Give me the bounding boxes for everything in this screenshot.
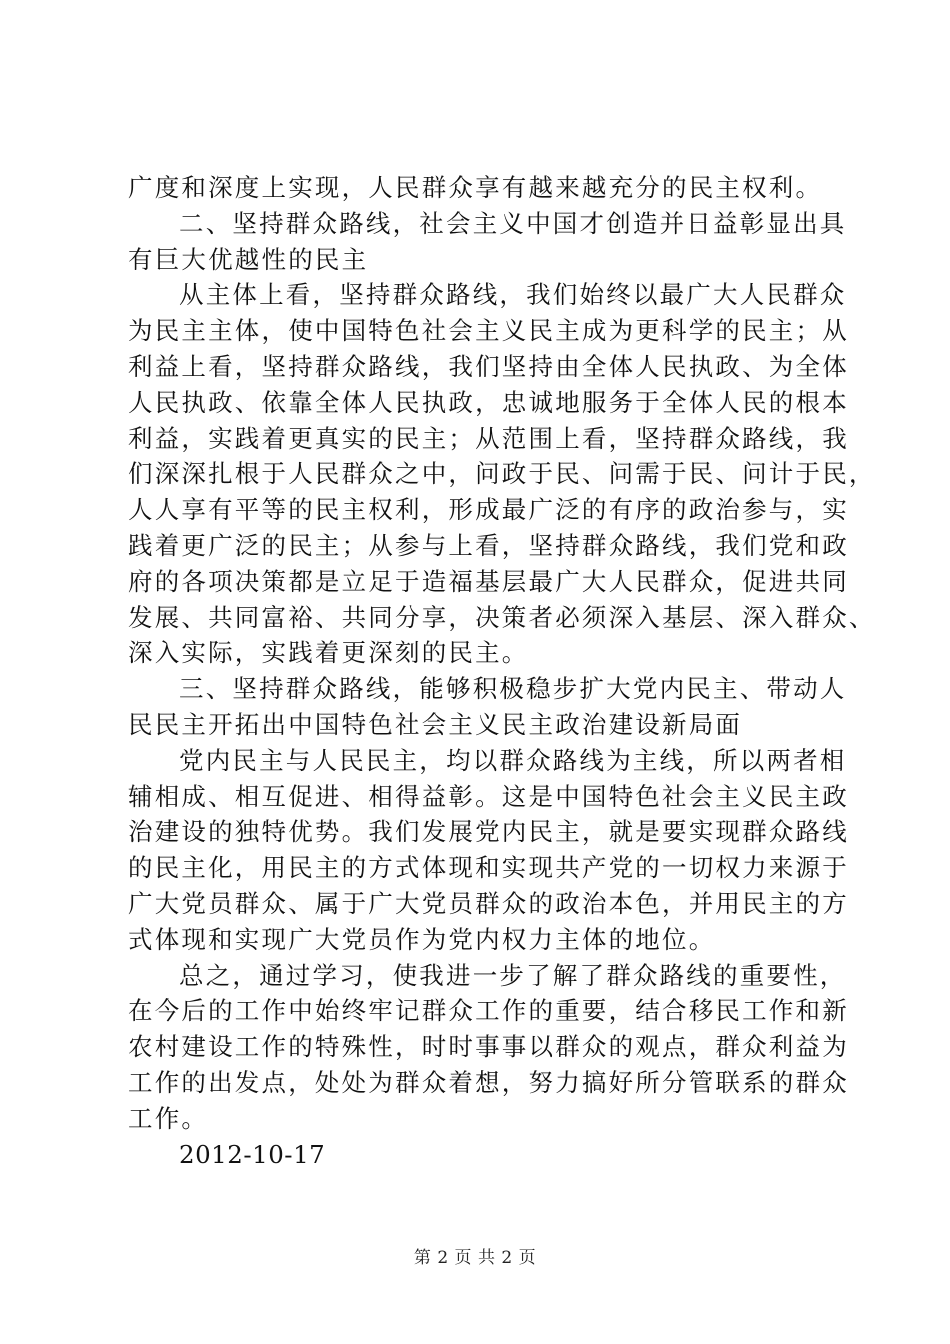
text-line: 辅相成、相互促进、相得益彰。这是中国特色社会主义民主政: [128, 781, 849, 811]
text-line: 广大党员群众、属于广大党员群众的政治本色，并用民主的方: [128, 888, 849, 918]
text-line: 广度和深度上实现，人民群众享有越来越充分的民主权利。: [128, 173, 823, 202]
text-line: 们深深扎根于人民群众之中，问政于民、问需于民、问计于民，: [128, 459, 876, 489]
text-line: 工作。: [128, 1103, 209, 1133]
paragraph-lines: [128, 170, 876, 1137]
text-line: 从主体上看，坚持群众路线，我们始终以最广大人民群众: [179, 280, 847, 310]
text-line: 为民主主体，使中国特色社会主义民主成为更科学的民主；从: [128, 316, 849, 346]
text-line: 二、坚持群众路线，社会主义中国才创造并日益彰显出具: [179, 208, 847, 238]
text-line: 发展、共同富裕、共同分享，决策者必须深入基层、深入群众、: [128, 602, 876, 632]
text-line: 三、坚持群众路线，能够积极稳步扩大党内民主、带动人: [179, 674, 847, 704]
text-line: 践着更广泛的民主；从参与上看，坚持群众路线，我们党和政: [128, 530, 849, 560]
text-line: 有巨大优越性的民主: [128, 244, 369, 274]
text-line: 利益，实践着更真实的民主；从范围上看，坚持群众路线，我: [128, 423, 849, 453]
text-line: 民民主开拓出中国特色社会主义民主政治建设新局面: [128, 709, 743, 739]
document-date: 2012-10-17: [179, 1139, 326, 1169]
text-line: 人民执政、依靠全体人民执政，忠诚地服务于全体人民的根本: [128, 387, 849, 417]
document-body: [128, 170, 876, 1172]
text-line: 总之，通过学习，使我进一步了解了群众路线的重要性，: [179, 960, 847, 990]
text-line: 人人享有平等的民主权利，形成最广泛的有序的政治参与，实: [128, 495, 849, 525]
text-line: 农村建设工作的特殊性，时时事事以群众的观点，群众利益为: [128, 1032, 849, 1062]
text-line: 治建设的独特优势。我们发展党内民主，就是要实现群众路线: [128, 817, 849, 847]
page-footer: 第 2 页 共 2 页: [413, 1248, 537, 1268]
text-line: 府的各项决策都是立足于造福基层最广大人民群众，促进共同: [128, 566, 849, 596]
text-line: 深入实际，实践着更深刻的民主。: [128, 638, 529, 668]
text-line: 利益上看，坚持群众路线，我们坚持由全体人民执政、为全体: [128, 351, 849, 381]
text-line: 在今后的工作中始终牢记群众工作的重要，结合移民工作和新: [128, 996, 849, 1026]
text-line: 工作的出发点，处处为群众着想，努力搞好所分管联系的群众: [128, 1067, 849, 1097]
text-line: 的民主化，用民主的方式体现和实现共产党的一切权力来源于: [128, 853, 849, 883]
text-line: 式体现和实现广大党员作为党内权力主体的地位。: [128, 924, 716, 954]
text-line: 党内民主与人民民主，均以群众路线为主线，所以两者相: [179, 745, 847, 775]
